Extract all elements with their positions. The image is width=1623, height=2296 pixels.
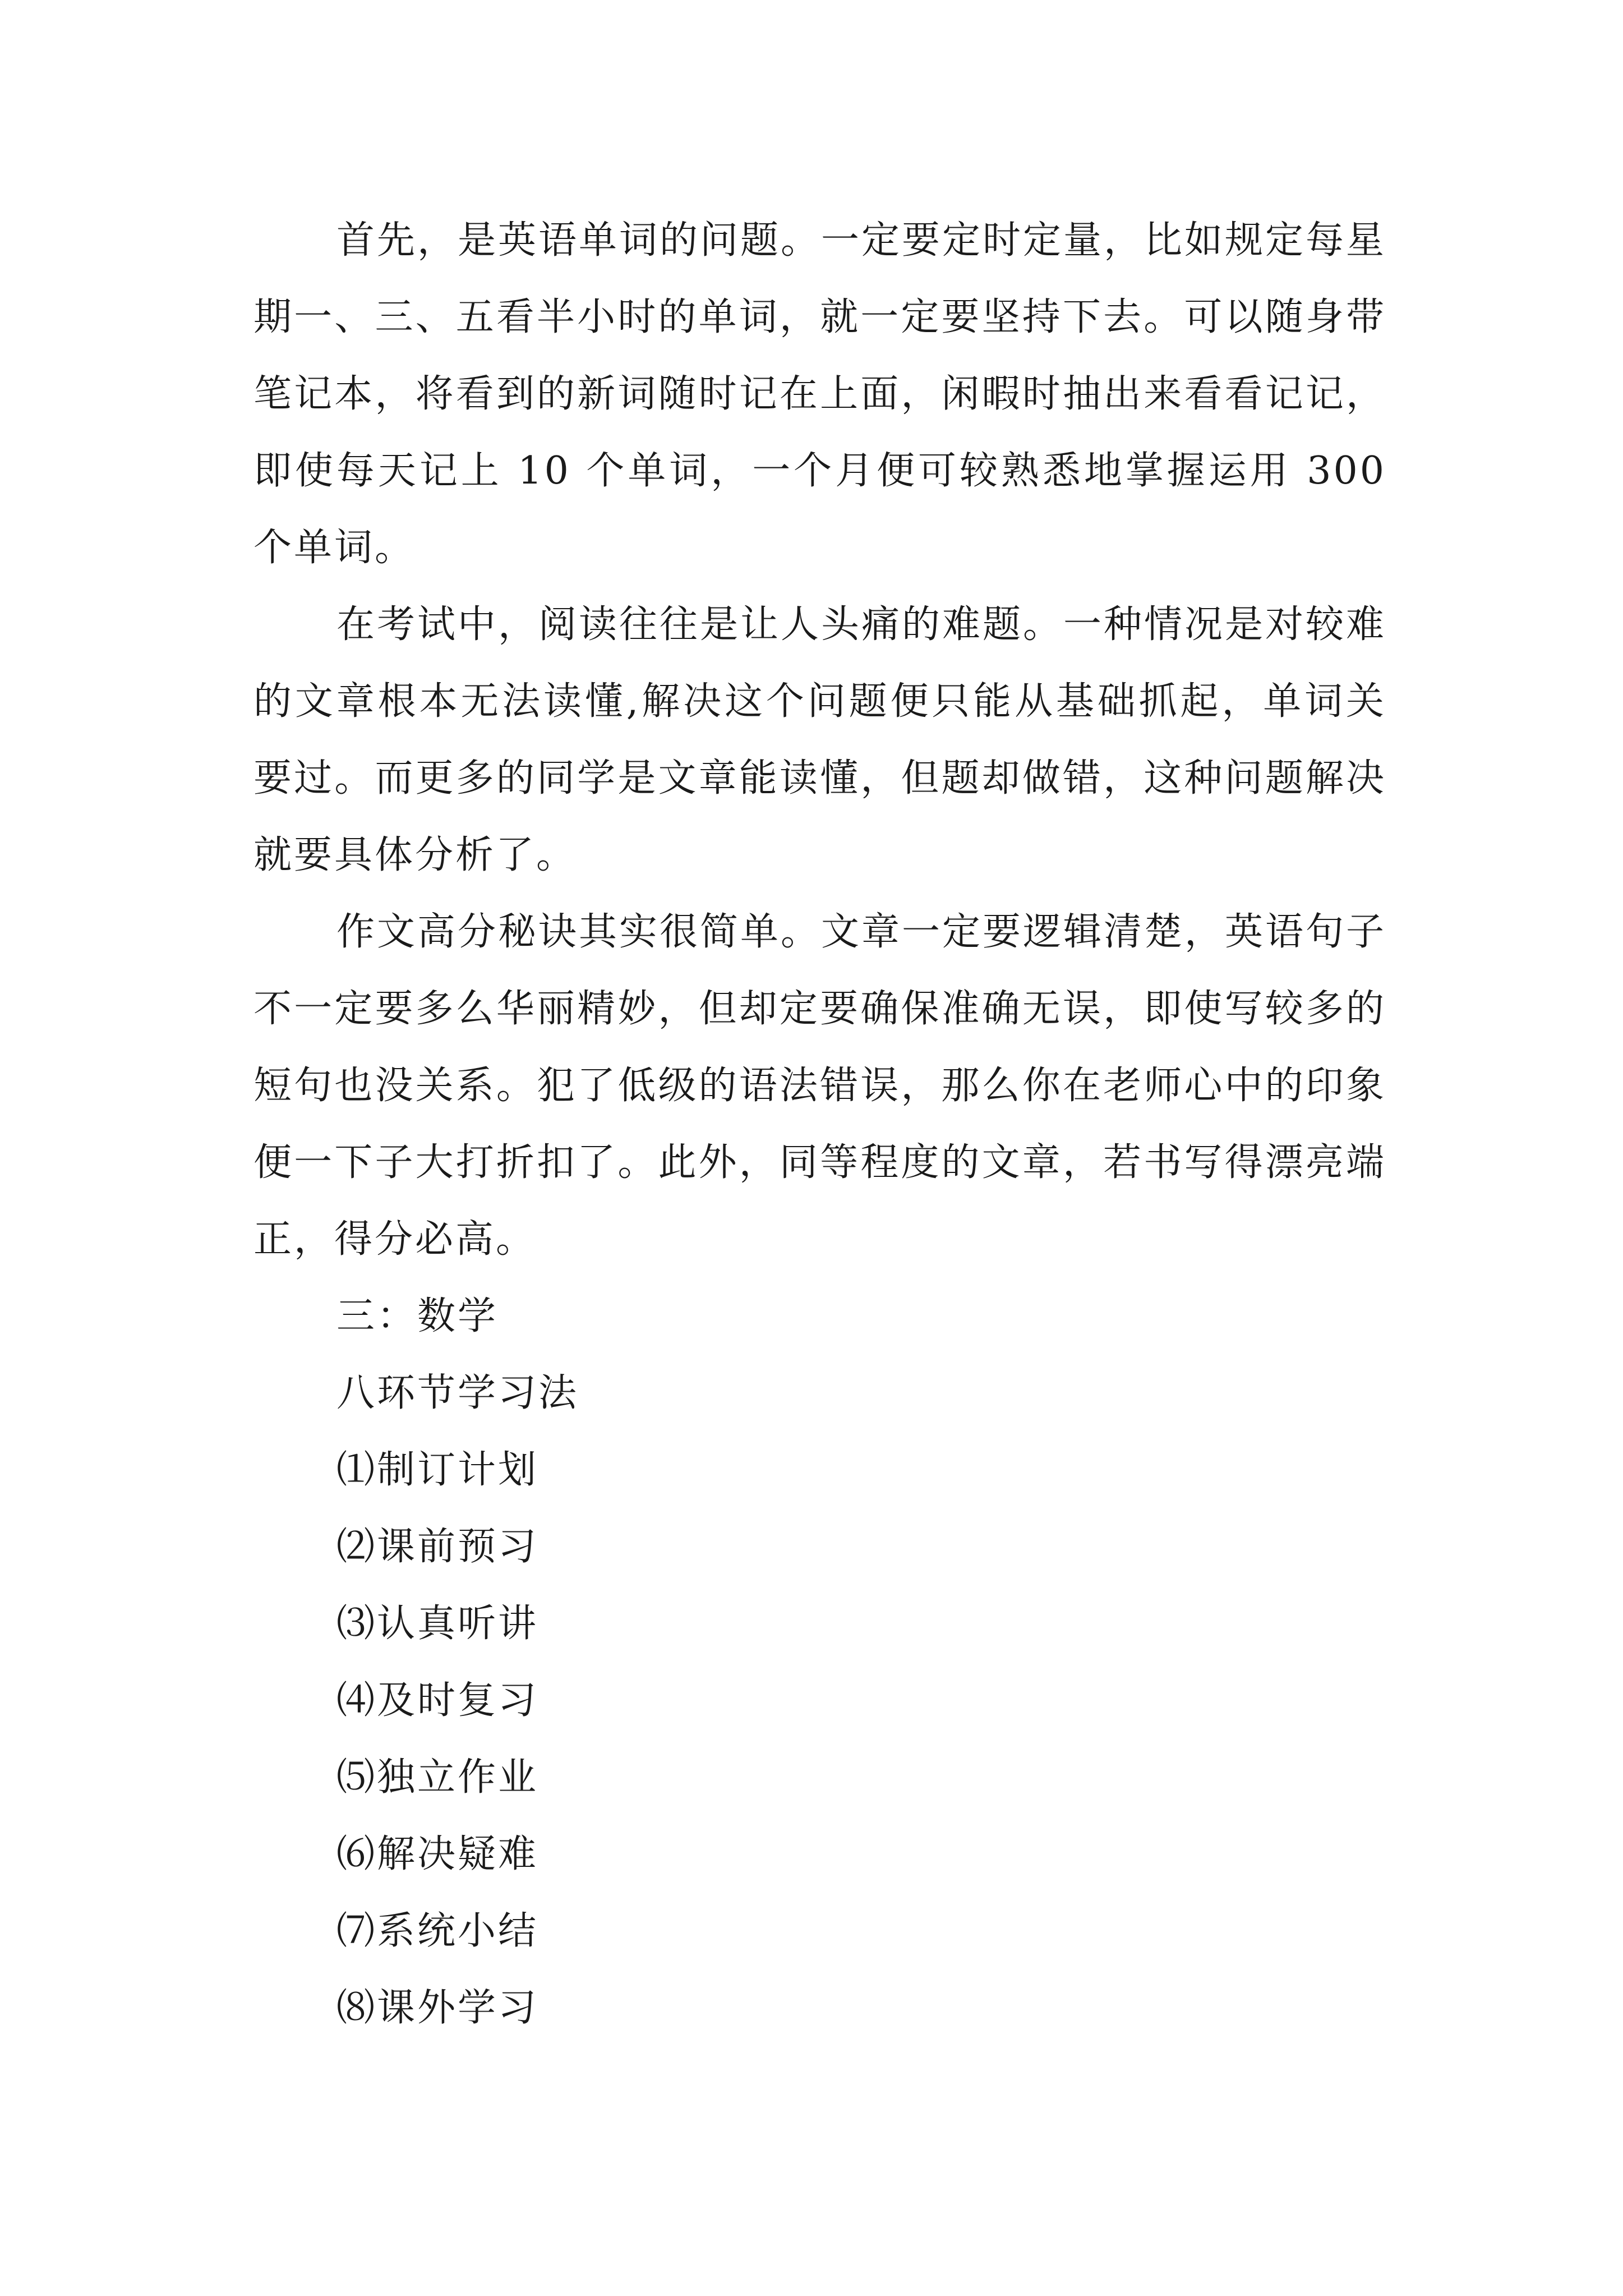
step-item: ⑸独立作业: [336, 1755, 539, 1800]
step-item: ⑻课外学习: [336, 1986, 539, 2030]
paragraph-english-vocabulary: 首先，是英语单词的问题。一定要定时定量，比如规定每星期一、三、五看半小时的单词，就一定要坚持下去。可以随身带笔记本，将看到的新词随时记在上面，闲暇时抽出来看看记记，即使每天记上 10 个单词，一个月便可较熟悉地掌握运用 300 个单词。: [253, 218, 1387, 570]
step-item: ⑴制订计划: [336, 1448, 539, 1492]
paragraph-english-reading: 在考试中，阅读往往是让人头痛的难题。一种情况是对较难的文章根本无法读懂,解决这个问题便只能从基础抓起，单词关要过。而更多的同学是文章能读懂，但题却做错，这种问题解决就要具体分析了。: [253, 602, 1387, 877]
step-item: ⑶认真听讲: [336, 1602, 539, 1646]
step-item: ⑹解决疑难: [336, 1832, 539, 1876]
paragraph-english-writing: 作文高分秘诀其实很简单。文章一定要逻辑清楚，英语句子不一定要多么华丽精妙，但却定要确保准确无误，即使写较多的短句也没关系。犯了低级的语法错误，那么你在老师心中的印象便一下子大打折扣了。此外，同等程度的文章，若书写得漂亮端正，得分必高。: [253, 910, 1387, 1262]
method-title: 八环节学习法: [336, 1371, 579, 1415]
step-item: ⑷及时复习: [336, 1678, 539, 1723]
document-body: [253, 202, 1386, 2046]
section-heading-math: 三：数学: [336, 1294, 499, 1338]
step-item: ⑵课前预习: [336, 1525, 539, 1569]
step-item: ⑺系统小结: [336, 1909, 539, 1953]
